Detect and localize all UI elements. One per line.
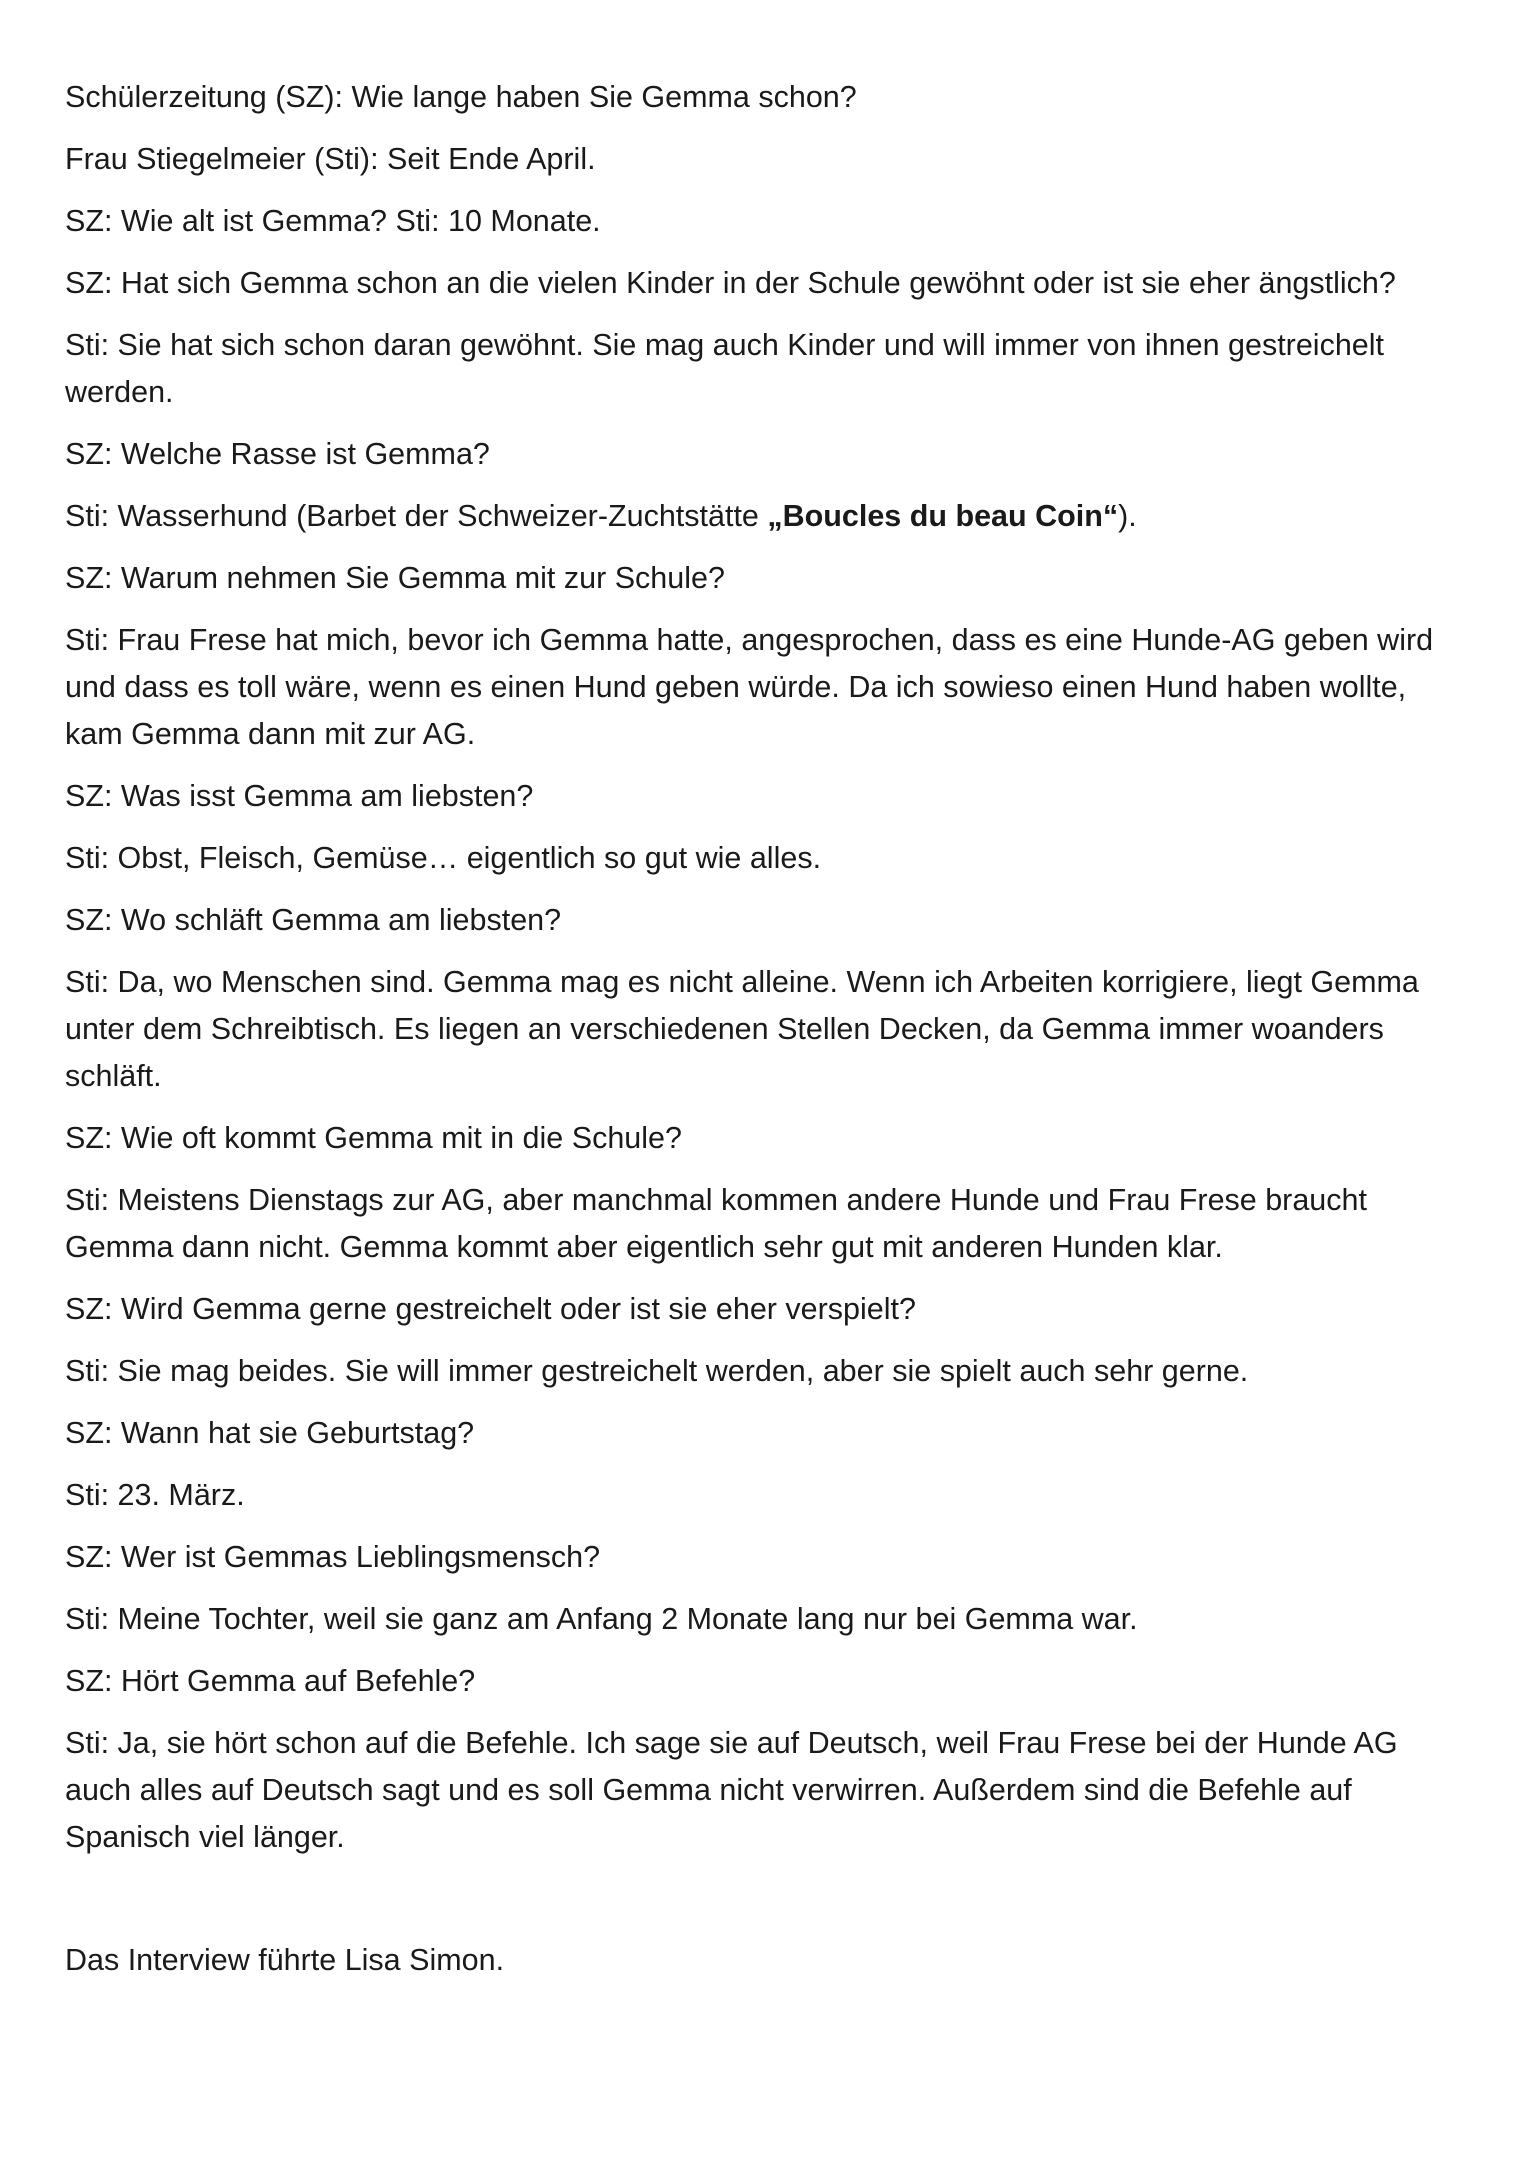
answer-children: Sti: Sie hat sich schon daran gewöhnt. Sie mag auch Kinder und will immer von ihnen gestreichelt werden.: [65, 328, 1384, 409]
interview-signature: Das Interview führte Lisa Simon.: [65, 1943, 505, 1977]
answer-food: Sti: Obst, Fleisch, Gemüse… eigentlich so gut wie alles.: [65, 841, 822, 875]
answer-favorite-person: Sti: Meine Tochter, weil sie ganz am Anfang 2 Monate lang nur bei Gemma war.: [65, 1602, 1138, 1636]
answer-duration: Frau Stiegelmeier (Sti): Seit Ende April.: [65, 142, 596, 176]
question-favorite-person: SZ: Wer ist Gemmas Lieblingsmensch?: [65, 1540, 601, 1574]
answer-school: Sti: Frau Frese hat mich, bevor ich Gemma hatte, angesprochen, dass es eine Hunde-AG geben wird und dass es toll wäre, wenn es einen Hund geben würde. Da ich sowieso einen Hund haben wollte, kam Gemma dann mit zur AG.: [65, 623, 1434, 751]
question-commands: SZ: Hört Gemma auf Befehle?: [65, 1664, 476, 1698]
question-breed: SZ: Welche Rasse ist Gemma?: [65, 437, 490, 471]
question-answer-age: SZ: Wie alt ist Gemma? Sti: 10 Monate.: [65, 204, 601, 238]
question-school: SZ: Warum nehmen Sie Gemma mit zur Schule?: [65, 561, 725, 595]
breeder-name: „Boucles du beau Coin“: [767, 499, 1119, 533]
answer-birthday: Sti: 23. März.: [65, 1478, 245, 1512]
question-sleep: SZ: Wo schläft Gemma am liebsten?: [65, 903, 562, 937]
answer-breed: [65, 493, 1465, 540]
question-frequency: SZ: Wie oft kommt Gemma mit in die Schule?: [65, 1121, 682, 1155]
question-petting: SZ: Wird Gemma gerne gestreichelt oder ist sie eher verspielt?: [65, 1292, 916, 1326]
answer-sleep: Sti: Da, wo Menschen sind. Gemma mag es nicht alleine. Wenn ich Arbeiten korrigiere, liegt Gemma unter dem Schreibtisch. Es liegen an verschiedenen Stellen Decken, da Gemma immer woanders schläft.: [65, 965, 1419, 1093]
answer-commands: Sti: Ja, sie hört schon auf die Befehle. Ich sage sie auf Deutsch, weil Frau Frese bei der Hunde AG auch alles auf Deutsch sagt und es soll Gemma nicht verwirren. Außerdem sind die Befehle auf Spanisch viel länger.: [65, 1726, 1398, 1854]
interview-document: [65, 74, 1465, 1999]
question-food: SZ: Was isst Gemma am liebsten?: [65, 779, 534, 813]
answer-frequency: Sti: Meistens Dienstags zur AG, aber manchmal kommen andere Hunde und Frau Frese braucht Gemma dann nicht. Gemma kommt aber eigentlich sehr gut mit anderen Hunden klar.: [65, 1183, 1367, 1264]
answer-breed-prefix: Sti: Wasserhund (Barbet der Schweizer-Zuchtstätte: [65, 499, 768, 533]
question-duration: Schülerzeitung (SZ): Wie lange haben Sie Gemma schon?: [65, 80, 857, 114]
answer-breed-suffix: ).: [1118, 499, 1137, 533]
answer-petting: Sti: Sie mag beides. Sie will immer gestreichelt werden, aber sie spielt auch sehr gerne.: [65, 1354, 1249, 1388]
question-birthday: SZ: Wann hat sie Geburtstag?: [65, 1416, 475, 1450]
question-children: SZ: Hat sich Gemma schon an die vielen Kinder in der Schule gewöhnt oder ist sie eher ängstlich?: [65, 266, 1396, 300]
